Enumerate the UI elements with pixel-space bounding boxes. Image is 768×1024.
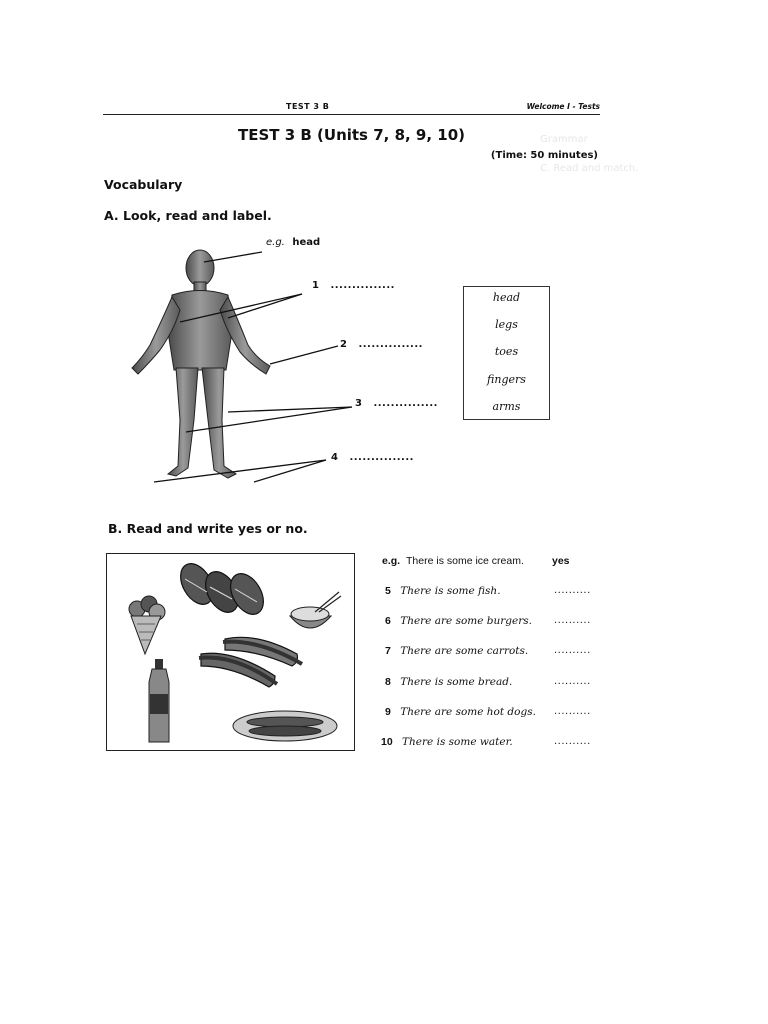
answer-blank[interactable]: ..........: [554, 706, 591, 717]
test-title: TEST 3 B (Units 7, 8, 9, 10): [237, 126, 466, 144]
question-line: [385, 645, 528, 657]
question-line: [385, 585, 501, 597]
hot-dogs-icon: [199, 637, 302, 687]
human-body-figure: [132, 250, 270, 478]
header-book-label: Welcome I - Tests: [526, 102, 600, 111]
answer-blank[interactable]: ...............: [373, 398, 438, 409]
label-4: [331, 452, 414, 463]
word-bank-box: [463, 286, 550, 420]
label-3: [355, 398, 438, 409]
example-prefix: e.g.: [266, 237, 285, 248]
label-2: [340, 339, 423, 350]
answer-blank[interactable]: ...............: [358, 339, 423, 350]
question-line: [385, 706, 536, 718]
question-line: [385, 676, 512, 688]
word-bank-item: head: [492, 291, 521, 304]
question-number: 5: [385, 585, 391, 597]
answer-blank[interactable]: ..........: [554, 676, 591, 687]
answer-blank[interactable]: ...............: [330, 280, 395, 291]
word-bank-item: arms: [492, 400, 521, 413]
answer-blank[interactable]: ..........: [554, 615, 591, 626]
example-answer: yes: [552, 555, 570, 567]
question-text: There are some hot dogs.: [400, 706, 536, 718]
header-test-label: TEST 3 B: [286, 102, 330, 111]
label-number: 3: [355, 398, 362, 409]
example-prefix: e.g.: [382, 555, 401, 567]
question-number: 9: [385, 706, 391, 718]
question-number: 8: [385, 676, 391, 688]
answer-blank[interactable]: ..........: [554, 645, 591, 656]
water-bottle-icon: [149, 659, 169, 742]
question-number: 6: [385, 615, 391, 627]
question-text: There is some water.: [402, 736, 513, 748]
label-number: 2: [340, 339, 347, 350]
word-bank-item: legs: [495, 318, 518, 331]
example-sentence: [382, 555, 524, 567]
ice-cream-icon: [129, 596, 165, 654]
answer-blank[interactable]: ..........: [554, 585, 591, 596]
answer-blank[interactable]: ...............: [349, 452, 414, 463]
body-figure-illustration: [120, 240, 480, 490]
label-number: 1: [312, 280, 319, 291]
vocabulary-heading: Vocabulary: [104, 177, 183, 192]
label-1: [312, 280, 395, 291]
food-illustration: [107, 554, 354, 750]
bleed-through-text: C. Read and match.: [540, 163, 639, 174]
question-text: There is some bread.: [400, 676, 513, 688]
word-bank-item: fingers: [487, 373, 526, 386]
bread-rolls-icon: [174, 558, 270, 620]
page-header: [103, 100, 600, 115]
example-text: There is some ice cream.: [406, 555, 524, 567]
example-label: [266, 237, 320, 248]
bleed-through-text: Grammar: [540, 134, 588, 145]
section-b-heading: B. Read and write yes or no.: [108, 521, 308, 536]
section-a-heading: A. Look, read and label.: [104, 208, 272, 223]
answer-blank[interactable]: ..........: [554, 736, 591, 747]
label-number: 4: [331, 452, 338, 463]
rice-bowl-icon: [290, 592, 341, 628]
question-text: There are some burgers.: [400, 615, 532, 627]
question-text: There is some fish.: [400, 585, 501, 597]
question-number: 10: [381, 736, 393, 748]
question-number: 7: [385, 645, 391, 657]
time-note: (Time: 50 minutes): [490, 150, 598, 161]
example-word: head: [292, 237, 321, 248]
question-line: [385, 615, 532, 627]
fish-plate-icon: [233, 711, 337, 741]
question-text: There are some carrots.: [400, 645, 529, 657]
question-line: [381, 736, 513, 748]
word-bank-item: toes: [494, 345, 519, 358]
food-picture-box: [106, 553, 355, 751]
